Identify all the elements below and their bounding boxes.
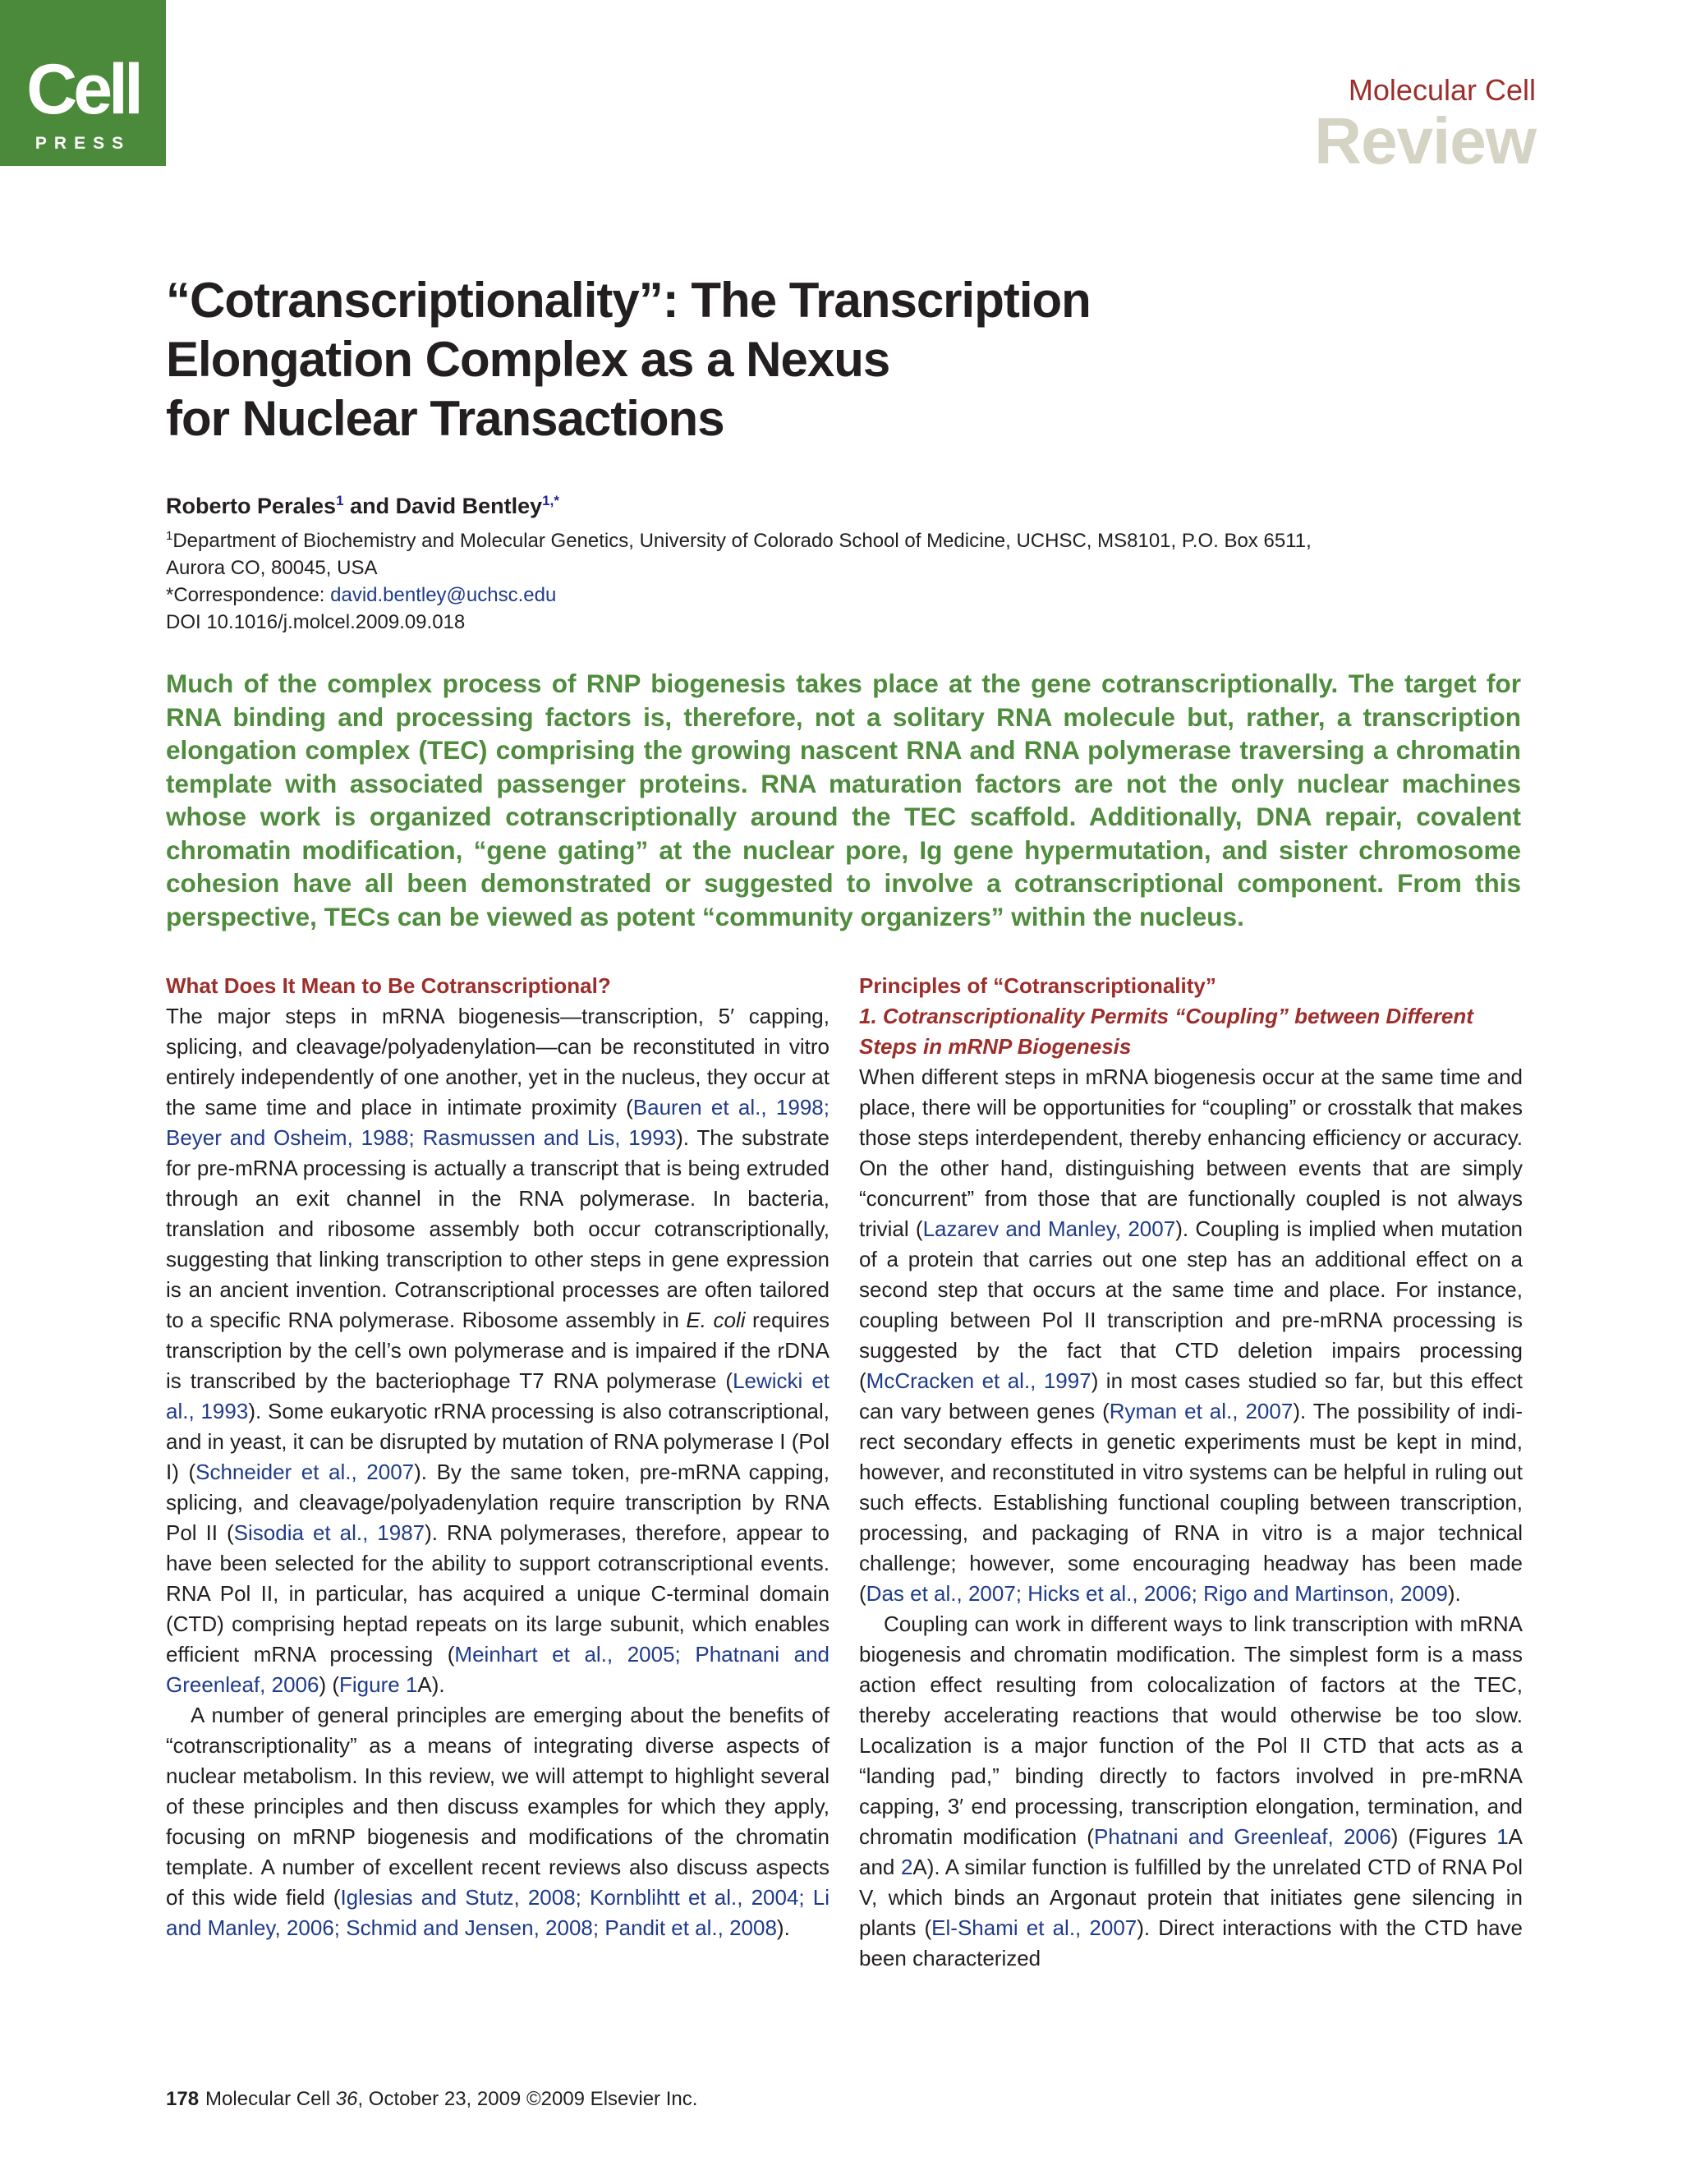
- citation-link[interactable]: Lewicki et al., 1993: [166, 1368, 830, 1423]
- text-run: ) (Figures: [1390, 1824, 1497, 1849]
- text-run: ). Coupling is implied when mutation of a protein that carries out one step has an additional effect on a second step that occurs at the same time and place. For instance, coupling between Pol II transcription and pre-mRNA processing is suggested by the fact that CTD deletion impairs processing (: [859, 1216, 1523, 1393]
- text-run: requires transcription by the cell’s own polymerase and is impaired if the rDNA is transcribed by the bacteriophage T7 RNA polymerase (: [166, 1308, 830, 1393]
- text-run: ). The substrate for pre-mRNA processing is actually a transcript that is being extruded through an exit channel in the RNA polymerase. In bacteria, translation and ribosome assembly both occur cotranscriptionally, suggesting that linking transcription to other steps in gene expression is an ancient invention. Cotranscriptional processes are often tailored to a specific RNA polymerase. Ribosome assembly in: [166, 1125, 830, 1332]
- text-run: ). By the same token, pre-mRNA capping, splicing, and cleavage/polyadenylation require transcription by RNA Pol II (: [166, 1460, 830, 1545]
- cell-press-logo: [0, 0, 166, 166]
- logo-press-text: PRESS: [34, 134, 131, 153]
- footer-journal: Molecular Cell: [205, 2088, 336, 2110]
- text-run: ). Direct interactions with the CTD have been characterized: [859, 1915, 1523, 1970]
- email-link[interactable]: david.bentley@uchsc.edu: [330, 584, 557, 606]
- text-run: Coupling can work in different ways to link transcription with mRNA biogenesis and chromatin modification. The simplest form is a mass action effect resulting from colocalization of factors at the TEC, thereby accelerating reactions that would otherwise be too slow. Localization is a major function of the Pol II CTD that acts as a “landing pad,” binding directly to factors involved in pre-mRNA capping, 3′ end processing, transcription elongation, termination, and chromatin modification (: [859, 1612, 1523, 1849]
- paragraph: [166, 1700, 830, 1943]
- paragraph: [166, 1001, 830, 1700]
- species-name: E. coli: [686, 1308, 746, 1332]
- subsection-heading: 1. Cotranscriptionality Permits “Coupling” between Different Steps in mRNP Biogenesis: [859, 1004, 1473, 1059]
- citation-link[interactable]: Phatnani and Greenleaf, 2006: [1093, 1824, 1391, 1849]
- citation-link[interactable]: Ryman et al., 2007: [1109, 1399, 1294, 1423]
- text-run: A number of general principles are emerging about the benefits of “cotranscriptionality” as a means of integrating diverse aspects of nuclear metabolism. In this review, we will attempt to highlight several of these principles and then discuss examples for which they apply, focusing on mRNP biogenesis and modifications of the chromatin template. A number of excellent recent reviews also discuss aspects of this wide field (: [166, 1703, 830, 1910]
- text-run: ). RNA polymerases, therefore, appear to have been selected for the ability to support cotranscriptional events. RNA Pol II, in particular, has acquired a unique C-terminal domain (CTD) comprising heptad repeats on its large subunit, which enables efficient mRNA processing (: [166, 1520, 830, 1667]
- text-run: A).: [417, 1672, 445, 1697]
- affiliation-line-2: Aurora CO, 80045, USA: [166, 557, 378, 579]
- citation-link[interactable]: Sisodia et al., 1987: [233, 1520, 425, 1545]
- author-name: Roberto Perales: [166, 494, 337, 518]
- figure-link[interactable]: 2: [900, 1855, 913, 1879]
- text-run: When different steps in mRNA biogenesis occur at the same time and place, there will be opportunities for “coupling” or crosstalk that makes those steps interdependent, thereby enhancing efficiency or accuracy. On the other hand, distinguishing between events that are simply “concurrent” from those that are functionally coupled is not always trivial (: [859, 1064, 1523, 1241]
- text-run: ). The possibility of indirect secondary effects in genetic experiments must be kept in mind, however, and reconstituted in vitro systems can be helpful in ruling out such effects. Establishing functional coupling between transcription, processing, and packaging of RNA in vitro is a major technical challenge; however, some encouraging headway has been made (: [859, 1399, 1523, 1606]
- footer-copyright: ©2009 Elsevier Inc.: [526, 2088, 698, 2110]
- article-type: Review: [1314, 104, 1536, 177]
- citation-link[interactable]: McCracken et al., 1997: [866, 1368, 1091, 1393]
- section-heading: What Does It Mean to Be Cotranscriptional?: [166, 973, 611, 998]
- text-run: ).: [776, 1915, 790, 1940]
- affiliation-marker[interactable]: 1: [336, 493, 344, 508]
- citation-link[interactable]: El-Shami et al., 2007: [931, 1915, 1137, 1940]
- right-column: [859, 971, 1523, 1974]
- footer-volume: 36: [335, 2088, 358, 2110]
- text-run: ) (: [319, 1672, 340, 1697]
- doi: DOI 10.1016/j.molcel.2009.09.018: [166, 611, 466, 633]
- citation-link[interactable]: Iglesias and Stutz, 2008; Kornblihtt et al., 2004; Li and Manley, 2006; Schmid and Jensen, 2008; Pandit et al., 2008: [166, 1885, 830, 1940]
- affiliation-marker[interactable]: 1,*: [542, 493, 559, 508]
- journal-name: Molecular Cell: [1348, 73, 1536, 107]
- correspondence-label: *Correspondence:: [166, 584, 331, 606]
- logo-cell-text: Cell: [26, 50, 140, 129]
- citation-link[interactable]: Bauren et al., 1998; Beyer and Osheim, 1988; Rasmussen and Lis, 1993: [166, 1095, 830, 1150]
- text-run: A). A similar function is fulfilled by the unrelated CTD of RNA Pol V, which binds an Argonaut protein that initiates gene silencing in plants (: [859, 1855, 1523, 1940]
- text-run: ).: [1447, 1581, 1461, 1606]
- citation-link[interactable]: Meinhart et al., 2005; Phatnani and Greenleaf, 2006: [166, 1642, 830, 1697]
- citation-link[interactable]: Lazarev and Manley, 2007: [922, 1216, 1176, 1241]
- left-column: [166, 971, 830, 1943]
- citation-link[interactable]: Schneider et al., 2007: [195, 1460, 415, 1484]
- figure-link[interactable]: Figure 1: [339, 1672, 418, 1697]
- text-run: ) in most cases studied so far, but this effect can vary between genes (: [859, 1368, 1523, 1423]
- page-number: 178: [166, 2088, 200, 2110]
- page-footer: [166, 2090, 697, 2109]
- text-run: The major steps in mRNA biogenesis—transcription, 5′ capping, splicing, and cleavage/polyadenylation—can be reconstituted in vitro entirely independently of one another, yet in the nucleus, they occur at the same time and place in intimate proximity (: [166, 1004, 830, 1120]
- abstract: Much of the complex process of RNP biogenesis takes place at the gene cotranscriptionally. The target for RNA binding and processing factors is, therefore, not a solitary RNA molecule but, rather, a transcription elongation complex (TEC) comprising the growing nascent RNA and RNA polymerase traversing a chromatin template with associated passenger proteins. RNA maturation factors are not the only nuclear machines whose work is organized cotranscriptionally around the TEC scaffold. Additionally, DNA repair, covalent chromatin modification, “gene gating” at the nuclear pore, Ig gene hypermutation, and sister chromosome cohesion have all been demonstrated or suggested to involve a cotranscriptional component. From this perspective, TECs can be viewed as potent “community organizers” within the nucleus.: [166, 669, 1521, 931]
- title-line-1: “Cotranscriptionality”: The Transcription: [166, 273, 1091, 328]
- citation-link[interactable]: Das et al., 2007; Hicks et al., 2006; Rigo and Martinson, 2009: [866, 1581, 1448, 1606]
- paragraph: [859, 1062, 1523, 1609]
- author-list: [166, 493, 559, 519]
- author-conjunction: and: [350, 494, 390, 518]
- footer-date: , October 23, 2009: [357, 2088, 526, 2110]
- title-line-2: Elongation Complex as a Nexus: [166, 332, 890, 387]
- affiliation-block: [166, 522, 1529, 636]
- affiliation-number: 1: [166, 529, 173, 543]
- text-run: A and: [859, 1824, 1523, 1879]
- affiliation-line-1: Department of Biochemistry and Molecular Genetics, University of Colorado School of Medicine, UCHSC, MS8101, P.O. Box 6511,: [172, 530, 1312, 552]
- author-name: David Bentley: [395, 494, 543, 518]
- section-heading: Principles of “Cotranscriptionality”: [859, 973, 1216, 998]
- text-run: ). Some eukaryotic rRNA processing is also cotranscriptional, and in yeast, it can be disrupted by mutation of RNA polymerase I (Pol I) (: [166, 1399, 830, 1484]
- figure-link[interactable]: 1: [1496, 1824, 1509, 1849]
- title-line-3: for Nuclear Transactions: [166, 391, 724, 446]
- paragraph: [859, 1609, 1523, 1974]
- article-title: [166, 271, 1398, 448]
